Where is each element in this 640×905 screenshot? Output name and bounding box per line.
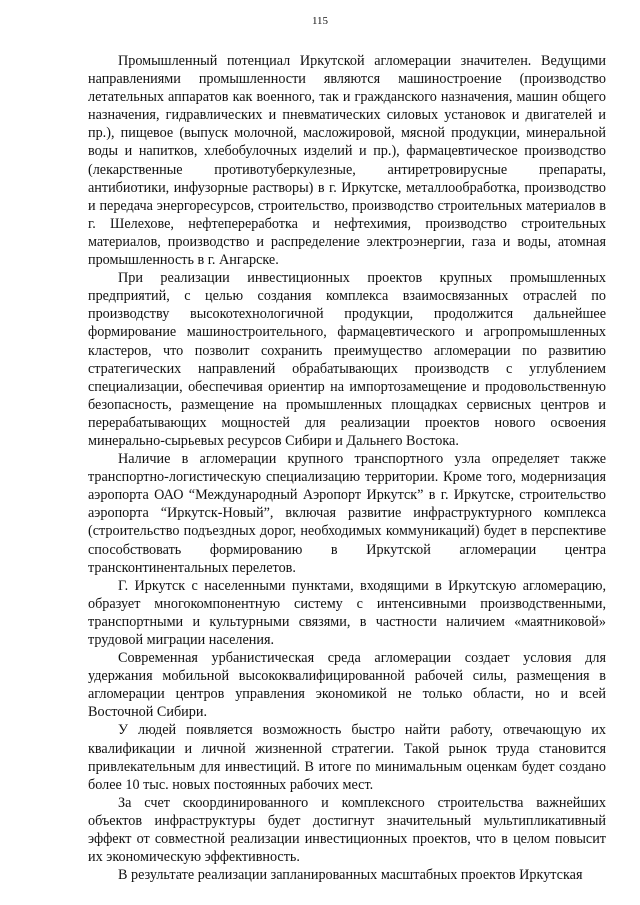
paragraph-infrastructure-effect: За счет скоординированного и комплексного строительства важнейших объектов инфраструктуры будет достигнут значительный мультипликативный эффект от совместной реализации инвестиционных проектов, что в целом повысит их экономическую эффективность. (88, 794, 606, 866)
page-number: 115 (311, 15, 329, 27)
paragraph-irkutsk-system: Г. Иркутск с населенными пунктами, входящими в Иркутскую агломерацию, образует многокомпонентную систему с интенсивными производственными, транспортными и культурными связями, в частности наличием «маятниковой» трудовой миграции населения. (88, 577, 606, 648)
paragraph-transport-hub: Наличие в агломерации крупного транспортного узла определяет также транспортно-логистическую специализацию территории. Кроме того, модернизация аэропорта ОАО “Международный Аэропорт Иркутск” в г. Иркутске, строительство аэропорта “Иркутск-Новый”, включая развитие инфраструктурного комплекса (строительство подъездных дорог, необходимых коммуникаций) будет в перспективе способствовать формированию в Иркутской агломерации центра трансконтинентальных перелетов. (88, 451, 606, 576)
paragraph-urban-environment: Современная урбанистическая среда агломерации создает условия для удержания мобильной высококвалифицированной рабочей силы, размещения в агломерации центров управления экономикой не только области, но и всей Восточной Сибири. (88, 650, 606, 721)
paragraph-labor-market: У людей появляется возможность быстро найти работу, отвечающую их квалификации и личной жизненной стратегии. Такой рынок труда становится привлекательным для инвестиций. В итоге по минимальным оценкам будет создано более 10 тыс. новых постоянных рабочих мест. (88, 722, 606, 793)
paragraph-industrial-potential: Промышленный потенциал Иркутской агломерации значителен. Ведущими направлениями промышленности являются машиностроение (производство летательных аппаратов как военного, так и гражданского назначения, машин общего назначения, гидравлических и пневматических силовых установок и двигателей и пр.), пищевое (выпуск молочной, масложировой, мясной продукции, минеральной воды и напитков, хлебобулочных изделий и пр.), фармацевтическое производство (лекарственные противотуберкулезные, антиретровирусные препараты, антибиотики, инфузорные растворы) в г. Иркутске, металлообработка, производство и передача энергоресурсов, строительство, производство строительных материалов в г. Шелехове, нефтепереработка и нефтехимия, производство строительных материалов, производство и распределение электроэнергии, газа и воды, атомная промышленность в г. Ангарске. (88, 53, 606, 269)
document-body (88, 52, 606, 884)
paragraph-investment-projects: При реализации инвестиционных проектов крупных промышленных предприятий, с целью создания комплекса взаимосвязанных отраслей по производству высокотехнологичной продукции, продолжится дальнейшее формирование машиностроительного, фармацевтического и агропромышленных кластеров, что позволит сохранить преимущество агломерации по развитию стратегических направлений обрабатывающих производств с углублением специализации, обеспечивая ориентир на импортозамещение и продовольственную безопасность, размещение на промышленных площадках сервисных центров и перерабатывающих мощностей для реализации проектов нового освоения минерально-сырьевых ресурсов Сибири и Дальнего Востока. (88, 270, 606, 449)
paragraph-results: В результате реализации запланированных масштабных проектов Иркутская (118, 867, 583, 884)
